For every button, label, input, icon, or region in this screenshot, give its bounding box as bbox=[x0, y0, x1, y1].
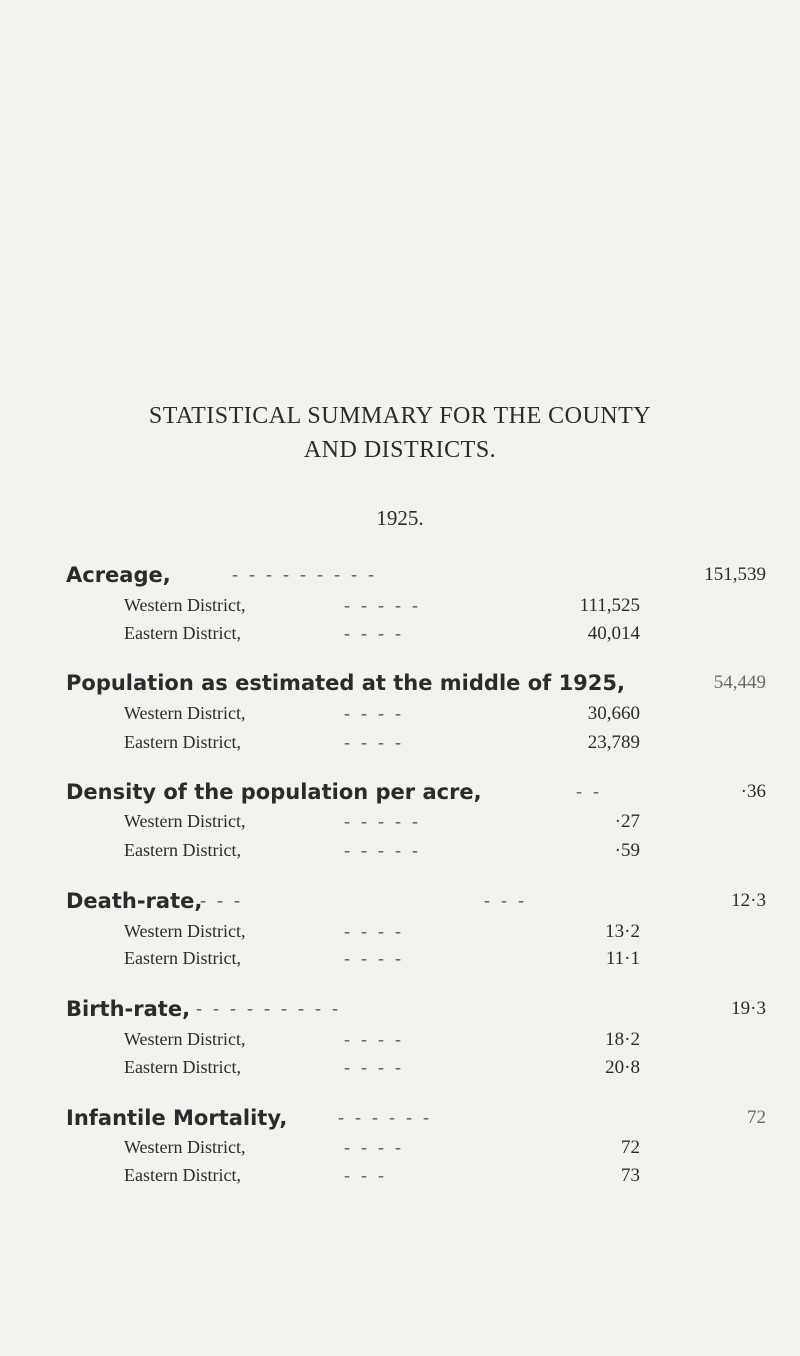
year-label: 1925. bbox=[376, 506, 424, 530]
eastern-value: 23,789 bbox=[587, 732, 640, 753]
leader-dashes: ---- bbox=[344, 732, 412, 752]
section-total: ·36 bbox=[740, 781, 766, 802]
section-label: Death-rate, bbox=[66, 889, 203, 913]
western-value: 13·2 bbox=[605, 921, 640, 942]
leader-dashes: ----- bbox=[344, 595, 429, 615]
section-total: 54,449 bbox=[713, 672, 766, 693]
leader-dashes: --- bbox=[484, 890, 535, 910]
leader-dashes: --------- bbox=[196, 998, 349, 1018]
section-label: Birth-rate, bbox=[66, 997, 191, 1021]
leader-dashes: ---- bbox=[344, 921, 412, 941]
eastern-label: Eastern District, bbox=[124, 732, 241, 752]
leader-dashes: ------ bbox=[338, 1107, 440, 1127]
section-density-eastern bbox=[0, 841, 800, 871]
section-total: 12·3 bbox=[731, 890, 766, 911]
leader-dashes: -- bbox=[576, 781, 610, 801]
section-infantile-mortality-header bbox=[0, 1108, 800, 1138]
section-density-header bbox=[0, 782, 800, 812]
leader-dashes: ---- bbox=[344, 703, 412, 723]
western-label: Western District, bbox=[124, 1029, 246, 1049]
section-population-header bbox=[0, 673, 800, 703]
leader-dashes: ---- bbox=[344, 623, 412, 643]
western-label: Western District, bbox=[124, 1137, 246, 1157]
western-value: 18·2 bbox=[605, 1029, 640, 1050]
western-value: ·27 bbox=[614, 811, 640, 832]
section-death-rate-header bbox=[0, 891, 800, 921]
leader-dashes: ---- bbox=[344, 1137, 412, 1157]
western-value: 111,525 bbox=[579, 595, 640, 616]
section-total: 72 bbox=[747, 1107, 766, 1128]
eastern-label: Eastern District, bbox=[124, 948, 241, 968]
leader-dashes: --- bbox=[200, 890, 251, 910]
section-birth-rate-header bbox=[0, 999, 800, 1029]
title-line-2: AND DISTRICTS. bbox=[303, 437, 497, 463]
western-value: 72 bbox=[621, 1137, 640, 1158]
section-population-eastern bbox=[0, 733, 800, 763]
leader-dashes: --------- bbox=[232, 564, 385, 584]
leader-dashes: ---- bbox=[344, 1057, 412, 1077]
eastern-label: Eastern District, bbox=[124, 840, 241, 860]
eastern-value: 11·1 bbox=[605, 948, 640, 969]
eastern-label: Eastern District, bbox=[124, 1057, 241, 1077]
section-infantile-mortality-eastern bbox=[0, 1166, 800, 1196]
section-infantile-mortality-western bbox=[0, 1138, 800, 1168]
eastern-label: Eastern District, bbox=[124, 623, 241, 643]
section-population-western bbox=[0, 704, 800, 734]
section-acreage-eastern bbox=[0, 624, 800, 654]
western-label: Western District, bbox=[124, 811, 246, 831]
section-acreage-header bbox=[0, 565, 800, 595]
western-value: 30,660 bbox=[587, 703, 640, 724]
western-label: Western District, bbox=[124, 921, 246, 941]
leader-dashes: ---- bbox=[344, 948, 412, 968]
eastern-value: ·59 bbox=[614, 840, 640, 861]
eastern-value: 40,014 bbox=[587, 623, 640, 644]
section-density-western bbox=[0, 812, 800, 842]
section-death-rate-eastern bbox=[0, 949, 800, 979]
section-label: Infantile Mortality, bbox=[66, 1106, 288, 1130]
eastern-label: Eastern District, bbox=[124, 1165, 241, 1185]
leader-dashes: ----- bbox=[344, 811, 429, 831]
section-label: Acreage, bbox=[66, 563, 171, 587]
western-label: Western District, bbox=[124, 595, 246, 615]
section-birth-rate-eastern bbox=[0, 1058, 800, 1088]
section-label: Density of the population per acre, bbox=[66, 780, 482, 804]
leader-dashes: ---- bbox=[344, 1029, 412, 1049]
title-line-1: STATISTICAL SUMMARY FOR THE COUNTY bbox=[148, 403, 652, 429]
section-label: Population as estimated at the middle of 1925, bbox=[66, 671, 625, 695]
eastern-value: 73 bbox=[621, 1165, 640, 1186]
section-acreage-western bbox=[0, 596, 800, 626]
leader-dashes: --- bbox=[344, 1165, 395, 1185]
section-birth-rate-western bbox=[0, 1030, 800, 1060]
leader-dashes: ----- bbox=[344, 840, 429, 860]
section-total: 151,539 bbox=[704, 564, 766, 585]
section-total: 19·3 bbox=[731, 998, 766, 1019]
western-label: Western District, bbox=[124, 703, 246, 723]
eastern-value: 20·8 bbox=[605, 1057, 640, 1078]
